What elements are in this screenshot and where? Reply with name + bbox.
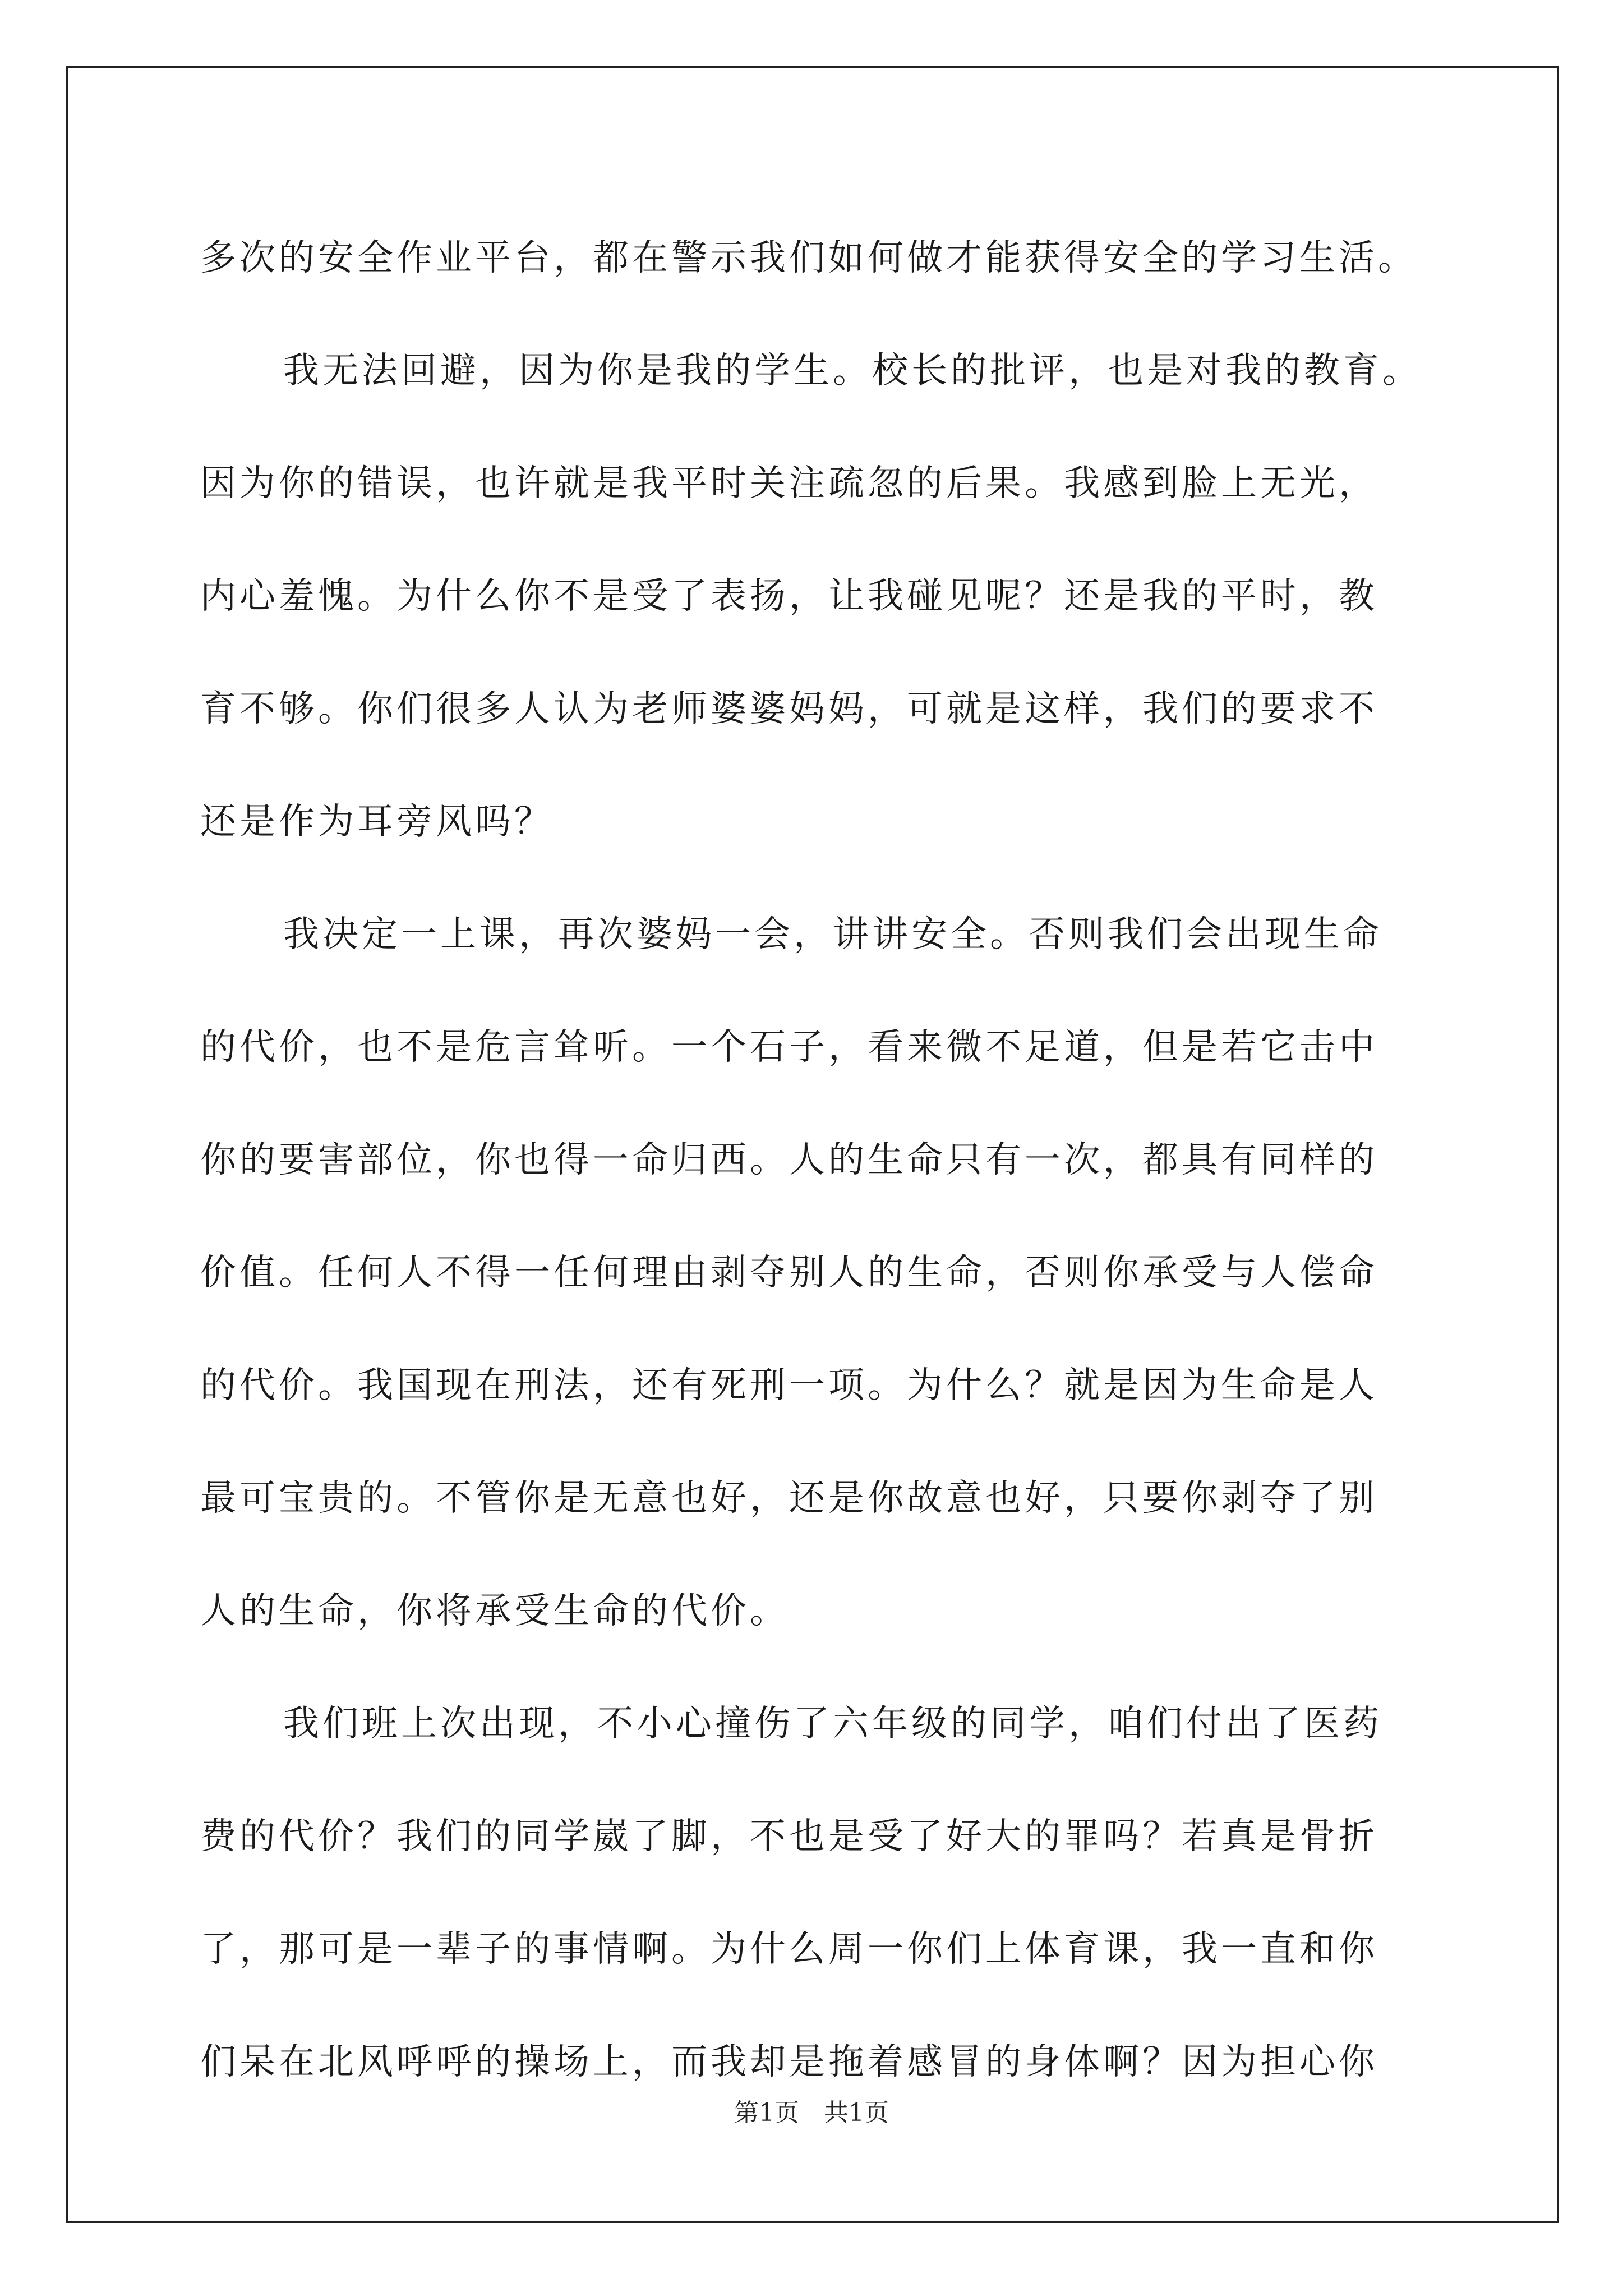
text-line: 费的代价？我们的同学崴了脚，不也是受了好大的罪吗？若真是骨折 bbox=[200, 1816, 1378, 1857]
text-line: 我决定一上课，再次婆妈一会，讲讲安全。否则我们会出现生命 bbox=[283, 914, 1382, 955]
text-line: 了，那可是一辈子的事情啊。为什么周一你们上体育课，我一直和你 bbox=[200, 1929, 1378, 1970]
text-line: 内心羞愧。为什么你不是受了表扬，让我碰见呢？还是我的平时，教 bbox=[200, 576, 1378, 617]
page-number-footer: 第1页 共1页 bbox=[734, 2099, 889, 2127]
text-line: 你的要害部位，你也得一命归西。人的生命只有一次，都具有同样的 bbox=[200, 1139, 1378, 1181]
text-line: 育不够。你们很多人认为老师婆婆妈妈，可就是这样，我们的要求不 bbox=[200, 688, 1378, 730]
text-line: 价值。任何人不得一任何理由剥夺别人的生命，否则你承受与人偿命 bbox=[200, 1252, 1378, 1294]
text-line: 多次的安全作业平台，都在警示我们如何做才能获得安全的学习生活。 bbox=[200, 237, 1417, 279]
text-line: 人的生命，你将承受生命的代价。 bbox=[200, 1590, 789, 1632]
text-line: 的代价。我国现在刑法，还有死刑一项。为什么？就是因为生命是人 bbox=[200, 1365, 1378, 1406]
text-line: 还是作为耳旁风吗？ bbox=[200, 801, 554, 843]
text-line: 的代价，也不是危言耸听。一个石子，看来微不足道，但是若它击中 bbox=[200, 1027, 1378, 1068]
document-body bbox=[200, 202, 1434, 2119]
text-line: 最可宝贵的。不管你是无意也好，还是你故意也好，只要你剥夺了别 bbox=[200, 1478, 1378, 1519]
text-line: 因为你的错误，也许就是我平时关注疏忽的后果。我感到脸上无光， bbox=[200, 463, 1378, 504]
text-line: 我无法回避，因为你是我的学生。校长的批评，也是对我的教育。 bbox=[283, 350, 1422, 392]
text-line: 我们班上次出现，不小心撞伤了六年级的同学，咱们付出了医药 bbox=[283, 1703, 1382, 1745]
text-line: 们呆在北风呼呼的操场上，而我却是拖着感冒的身体啊？因为担心你 bbox=[200, 2041, 1378, 2083]
